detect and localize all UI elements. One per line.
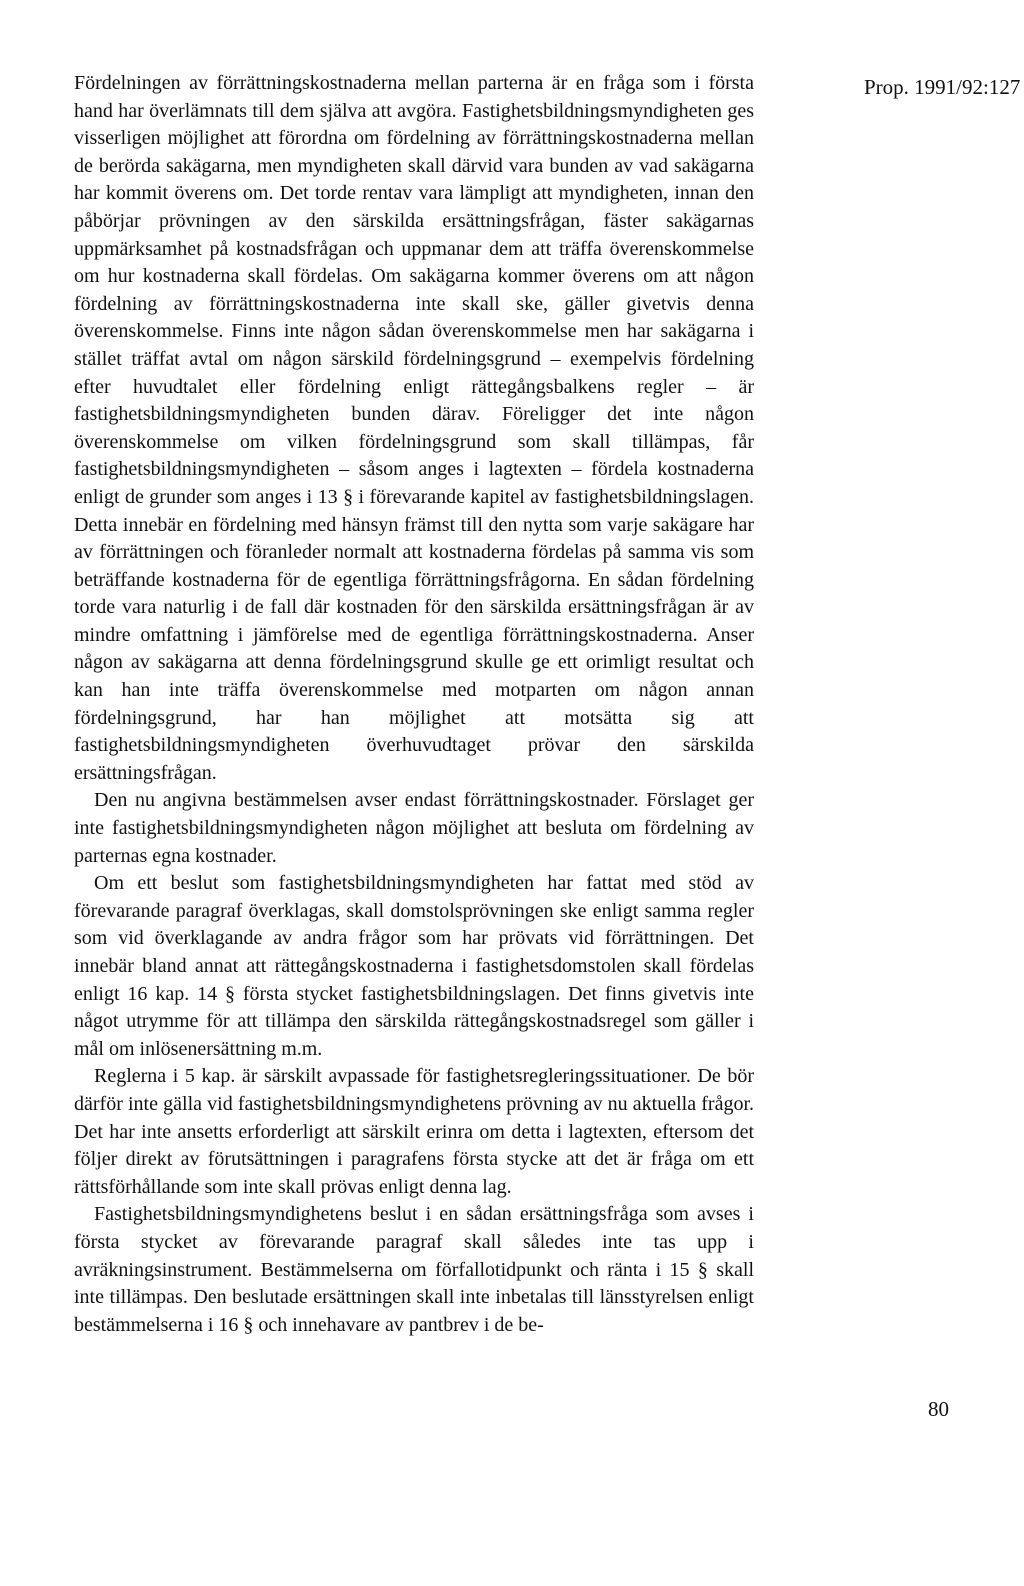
page-number: 80 xyxy=(928,1397,949,1421)
paragraph-provision-scope: Den nu angivna bestämmelsen avser endast förrättningskostnader. Förslaget ger inte fastighetsbildningsmyndigheten någon möjlighet att besluta om fördelning av parternas egna kostnader. xyxy=(74,789,754,867)
paragraph-cost-allocation: Fördelningen av förrättningskostnaderna mellan parterna är en fråga som i första hand har överlämnats till dem själva att avgöra. Fastighetsbildningsmyndigheten ges visserligen möjlighet att förordna om fördelning av förrättningskostnaderna mellan de berörda sakägarna, men myndigheten skall därvid vara bunden av vad sakägarna har kommit överens om. Det torde rentav vara lämpligt att myndigheten, innan den påbörjar prövningen av den särskilda ersättningsfrågan, fäster sakägarnas uppmärksamhet på kostnadsfrågan och uppmanar dem att träffa överenskommelse om hur kostnaderna skall fördelas. Om sakägarna kommer överens om att någon fördelning av förrättningskostnaderna inte skall ske, gäller givetvis denna överenskommelse. Finns inte någon sådan överenskommelse men har sakägarna i stället träffat avtal om någon särskild fördelningsgrund – exempelvis fördelning efter huvudtalet eller fördelning enligt rättegångsbalkens regler – är fastighetsbildningsmyndigheten bunden därav. Föreligger det inte någon överenskommelse om vilken fördelningsgrund som skall tillämpas, får fastighetsbildningsmyndigheten – såsom anges i lagtexten – fördela kostnaderna enligt de grunder som anges i 13 § i förevarande kapitel av fastighetsbildningslagen. Detta innebär en fördelning med hänsyn främst till den nytta som varje sakägare har av förrättningen och föranleder normalt att kostnaderna fördelas på samma vis som beträffande kostnaderna för de egentliga förrättningsfrågorna. En sådan fördelning torde vara naturlig i de fall där kostnaden för den särskilda ersättningsfrågan är av mindre omfattning i jämförelse med de egentliga förrättningskostnaderna. Anser någon av sakägarna att denna fördelningsgrund skulle ge ett orimligt resultat och kan han inte träffa överenskommelse med motparten om någon annan fördelningsgrund, har han möjlighet att motsätta sig att fastighetsbildningsmyndigheten överhuvudtaget prövar den särskilda ersättningsfrågan. xyxy=(74,72,754,784)
paragraph-settlement-instrument: Fastighetsbildningsmyndighetens beslut i en sådan ersättningsfråga som avses i första stycket av förevarande paragraf skall således inte tas upp i avräkningsinstrument. Bestämmelserna om förfallotidpunkt och ränta i 15 § skall inte tillämpas. Den beslutade ersättningen skall inte inbetalas till länsstyrelsen enligt bestämmelserna i 16 § och innehavare av pantbrev i de be- xyxy=(74,1203,754,1336)
body-text xyxy=(74,70,754,1339)
proposition-reference: Prop. 1991/92:127 xyxy=(864,75,1021,99)
paragraph-appeal-rules: Om ett beslut som fastighetsbildningsmyndigheten har fattat med stöd av förevarande paragraf överklagas, skall domstolsprövningen ske enligt samma regler som vid överklagande av andra frågor som har prövats vid förrättningen. Det innebär bland annat att rättegångskostnaderna i fastighetsdomstolen skall fördelas enligt 16 kap. 14 § första stycket fastighetsbildningslagen. Det finns givetvis inte något utrymme för att tillämpa den särskilda rättegångskostnadsregel som gäller i mål om inlösenersättning m.m. xyxy=(74,872,754,1060)
paragraph-chapter-five: Reglerna i 5 kap. är särskilt avpassade för fastighetsregleringssituationer. De bör därför inte gälla vid fastighetsbildningsmyndighetens prövning av nu aktuella frågor. Det har inte ansetts erforderligt att särskilt erinra om detta i lagtexten, eftersom det följer direkt av förutsättningen i paragrafens första stycke att det är fråga om ett rättsförhållande som inte skall prövas enligt denna lag. xyxy=(74,1065,754,1198)
